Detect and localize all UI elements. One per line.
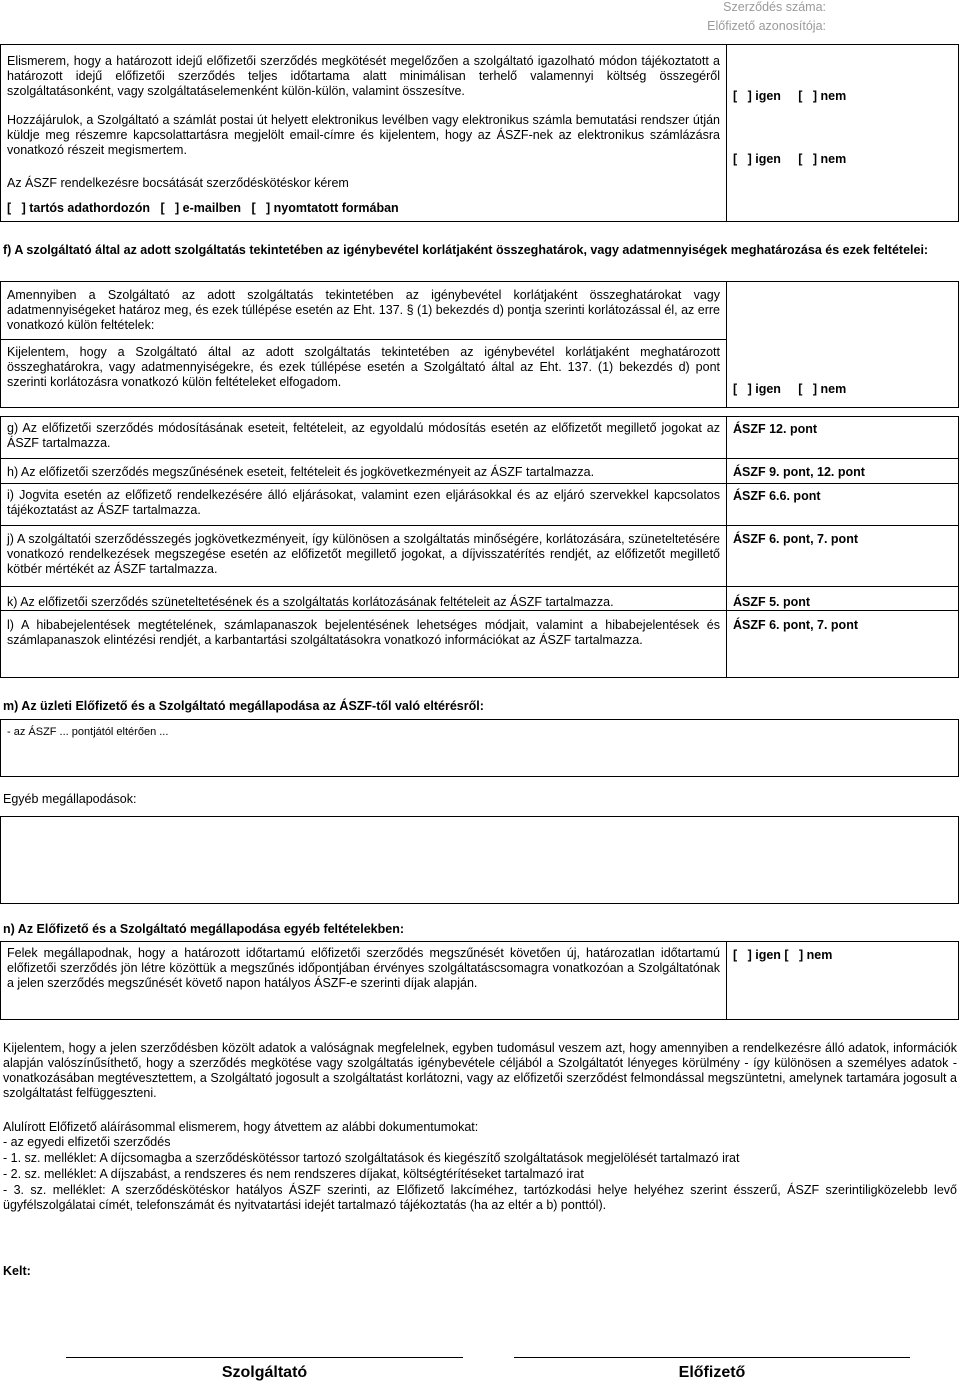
aszf-delivery-text: Az ÁSZF rendelkezésre bocsátását szerződéskötéskor kérem	[7, 176, 349, 190]
table-row: g) Az előfizetői szerződés módosításának eseteit, feltételeit, az egyoldalú módosítás esetén az előfizetőt megillető jogokat az ÁSZF tartalmazza.	[7, 421, 720, 450]
table-row: i) Jogvita esetén az előfizető rendelkezésére álló eljárásokat, valamint ezen eljárásokkal és az eljáró szervekkel kapcsolatos tájékoztatást az ÁSZF tartalmazza.	[7, 488, 720, 517]
signature-line-provider	[66, 1357, 463, 1358]
list-item: - 1. sz. melléklet: A díjcsomagba a szerződéskötéssor tartozó szolgáltatások és kiegészítő szolgáltatások megjelölését tartalmazó irat	[3, 1151, 740, 1165]
aszf-delivery-options[interactable]: [ ] tartós adathordozón [ ] e-mailben [ ] nyomtatott formában	[7, 201, 399, 215]
other-agreements-label: Egyéb megállapodások:	[3, 792, 137, 806]
table-row: l) A hibabejelentések megtételének, számlapanaszok bejelentésének lehetséges módjait, valamint a hibabejelentések és számlapanaszok elintézési rendjét, a karbantartási szolgáltatásokra vonatkozó információkat az ÁSZF tartalmazza.	[7, 618, 720, 647]
row-reference: ÁSZF 6. pont, 7. pont	[733, 618, 858, 632]
e-invoice-consent-text: Hozzájárulok, a Szolgáltató a számlát postai út helyett elektronikus levélben vagy elektronikus számla bemutatási rendszer útján küldje meg részemre kapcsolattartásra megjelölt email-címre és kijelentem, hogy az ÁSZF-nek az elektronikus számlázásra vonatkozó részeit megismertem.	[7, 113, 720, 157]
signature-label-subscriber: Előfizető	[678, 1364, 746, 1381]
subscriber-id-label: Előfizető azonosítója:	[707, 19, 826, 33]
table-row: h) Az előfizetői szerződés megszűnésének eseteit, feltételeit és jogkövetkezményeit az ÁSZF tartalmazza.	[7, 465, 595, 479]
section-n-heading: n) Az Előfizető és a Szolgáltató megállapodása egyéb feltételekben:	[3, 922, 405, 936]
section-n-choice[interactable]: [ ] igen [ ] nem	[733, 948, 833, 962]
section-m-heading: m) Az üzleti Előfizető és a Szolgáltató megállapodása az ÁSZF-től való eltérésről:	[3, 699, 484, 713]
row-reference: ÁSZF 6.6. pont	[733, 489, 821, 503]
row-reference: ÁSZF 6. pont, 7. pont	[733, 532, 858, 546]
row-reference: ÁSZF 12. pont	[733, 422, 818, 436]
section-n-text: Felek megállapodnak, hogy a határozott időtartamú előfizetői szerződés megszűnését követően új, határozatlan időtartamú előfizetői szerződés jön létre közöttük a megszűnés időpontjában érvényes szolgáltatáscsomagra vonatkozóan a Szolgáltatónak a jelen szerződés megszűnését követő napon hatályos ÁSZF-e szerinti díjak alapján.	[7, 946, 720, 990]
tariff-choice[interactable]: [ ] igen [ ] nem	[733, 89, 847, 103]
e-invoice-choice[interactable]: [ ] igen [ ] nem	[733, 152, 847, 166]
signature-line-subscriber	[514, 1357, 910, 1358]
other-agreements-field[interactable]	[0, 816, 959, 904]
section-f-heading: f) A szolgáltató által az adott szolgáltatás tekintetében az igénybevétel korlátjaként összeghatárok, vagy adatmennyiségek meghatározása és ezek feltételei:	[3, 243, 929, 257]
list-item: - az egyedi elfizetői szerződés	[3, 1135, 171, 1149]
section-f-text-2: Kijelentem, hogy a Szolgáltató által az adott szolgáltatás tekintetében az igénybevétel korlátjaként meghatározott összeghatárokra, vagy adatmennyiségekre, és ezek túllépése esetén a Szolgáltató által az Eht. 137. (1) bekezdés d) pont szerinti korlátozásra vonatkozó külön feltételeket elfogadom.	[7, 345, 720, 389]
tariff-acknowledgement-text: Elismerem, hogy a határozott idejű előfizetői szerződés megkötését megelőzően a szolgáltató igazolható módon tájékoztatott a határozott idejű előfizetői szerződés teljes időtartama alatt minimálisan terhelő valamennyi költség összegéről szolgáltatásonként, vagy szolgáltatáselemenként külön-külön, valamint összesítve.	[7, 54, 720, 98]
documents-intro: Alulírott Előfizető aláírásommal elismerem, hogy átvettem az alábbi dokumentumokat:	[3, 1120, 479, 1134]
row-reference: ÁSZF 5. pont	[733, 595, 811, 609]
row-reference: ÁSZF 9. pont, 12. pont	[733, 465, 865, 479]
section-m-content: - az ÁSZF ... pontjától eltérően ...	[7, 726, 169, 738]
kelt-label: Kelt:	[3, 1264, 31, 1278]
signature-label-provider: Szolgáltató	[221, 1364, 308, 1381]
contract-number-label: Szerződés száma:	[723, 0, 826, 14]
table-row: j) A szolgáltatói szerződésszegés jogkövetkezményeit, így különösen a szolgáltatás minőségére, korlátozására, szüneteltetésére vonatkozó rendelkezések megszegése esetén az előfizetőt megillető jogokat, a díjvisszatérítés rendjét, az előfizetőt megillető kötbér mértékét az ÁSZF tartalmazza.	[7, 532, 720, 576]
table-row: k) Az előfizetői szerződés szüneteltetésének és a szolgáltatás korlátozásának feltételeit az ÁSZF tartalmazza.	[7, 595, 614, 609]
list-item: - 2. sz. melléklet: A díjszabást, a rendszeres és nem rendszeres díjakat, költségtérítéseket tartalmazó irat	[3, 1167, 584, 1181]
section-f-choice[interactable]: [ ] igen [ ] nem	[733, 382, 847, 396]
list-item: - 3. sz. melléklet: A szerződéskötéskor hatályos ÁSZF szerinti, az Előfizető lakcíméhez, tartózkodási helye helyéhez szerint ésszerű, ÁSZF szerintiligközelebb levő ügyfélszolgálatai címét, telefonszámát és nyitvatartási idejét tartalmazó tájékoztatás (ha az eltér a b) ponttól).	[3, 1183, 957, 1212]
declaration-text: Kijelentem, hogy a jelen szerződésben közölt adatok a valóságnak megfelelnek, egyben tudomásul veszem azt, hogy amennyiben a rendelkezésre álló adatok, információk alapján valószínűsíthető, hogy a szerződés megkötése vagy szolgáltatás igénybevétele céljából a Szolgáltatót lényeges körülmény - így különösen a személyes adatok - vonatkozásában megtévesztettem, a Szolgáltató jogosult a szolgáltatást korlátozni, vagy az előfizetői szerződést felmondással megszüntetni, amelynek tartamára jogosult a szolgáltatást felfüggeszteni.	[3, 1041, 957, 1100]
section-f-text-1: Amennyiben a Szolgáltató az adott szolgáltatás tekintetében az igénybevétel korlátjaként összeghatárokat vagy adatmennyiségeket határoz meg, és ezek túllépése esetén az Eht. 137. § (1) bekezdés d) pontja szerinti korlátozással él, az erre vonatkozó külön feltételek:	[7, 288, 720, 332]
